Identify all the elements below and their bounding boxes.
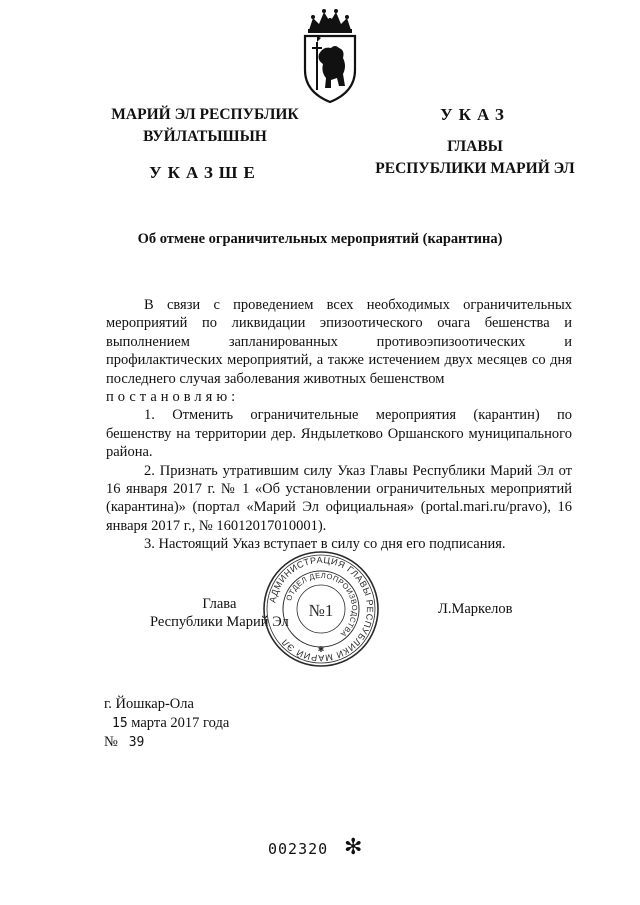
stamp-ring-text: АДМИНИСТРАЦИЯ ГЛАВЫ РЕСПУБЛИКИ МАРИЙ ЭЛ xyxy=(267,554,376,664)
header-left xyxy=(100,104,310,184)
header-right xyxy=(360,104,590,180)
header-left-line1: МАРИЙ ЭЛ РЕСПУБЛИК xyxy=(111,106,299,123)
document-title: Об отмене ограничительных мероприятий (карантина) xyxy=(137,231,503,247)
signature-position-line2: Республики Марий Эл xyxy=(150,614,289,630)
header-right-line2: РЕСПУБЛИКИ МАРИЙ ЭЛ xyxy=(375,160,575,177)
signature-position-line1: Глава xyxy=(202,596,237,612)
body-intro xyxy=(106,296,572,388)
stamp-star-icon: ✱ xyxy=(317,645,325,654)
city: г. Йошкар-Ола xyxy=(104,696,194,712)
stamp-inner-text: ОТДЕЛ ДЕЛОПРОИЗВОДСТВА xyxy=(284,570,360,639)
document-body xyxy=(106,296,572,554)
form-serial-number: 002320 xyxy=(268,840,329,858)
body-intro-text: В связи с проведением всех необходимых ограничительных мероприятий по ликвидации эпизоотического очага бешенства и выполнением запланированных противоэпизоотических и профилактических мероприятий, а также истечением двух месяцев со дня последнего случая заболевания животных бешенством xyxy=(106,297,572,387)
date-rest: марта 2017 года xyxy=(131,714,230,731)
serial-mark-icon: ✻ xyxy=(344,834,363,859)
official-stamp xyxy=(262,550,380,668)
body-item-2: 2. Признать утратившим силу Указ Главы Республики Марий Эл от 16 января 2017 г. № 1 «Об установлении ограничительных мероприятий (карантина)» (портал «Марий Эл официальная» (portal.mari.ru/pravo), 16 января 2017 г., № 16012017010001). xyxy=(106,462,572,534)
body-decree-word: постановляю: xyxy=(106,389,240,406)
body-item-3: 3. Настоящий Указ вступает в силу со дня его подписания. xyxy=(144,536,506,553)
document-date xyxy=(104,714,229,734)
header-left-doc-type: УКАЗШЕ xyxy=(149,163,261,182)
document-number xyxy=(104,733,229,753)
coat-of-arms xyxy=(297,8,363,104)
coat-of-arms-icon xyxy=(297,8,363,104)
header-left-line2: ВУЙЛАТЫШЫН xyxy=(143,128,267,145)
header-right-doc-type: УКАЗ xyxy=(440,105,510,124)
number-value: 39 xyxy=(128,735,145,751)
stamp-number: №1 xyxy=(308,601,334,620)
date-day: 15 xyxy=(112,715,128,731)
signature-name: Л.Маркелов xyxy=(438,601,513,617)
body-item-1: 1. Отменить ограничительные мероприятия (карантин) по бешенству на территории дер. Яндылетково Оршанского муниципального района. xyxy=(106,407,572,461)
document-place-date xyxy=(104,695,229,753)
header-right-line1: ГЛАВЫ xyxy=(447,138,503,155)
stamp-graphic xyxy=(262,550,380,668)
number-label: № xyxy=(104,734,118,751)
